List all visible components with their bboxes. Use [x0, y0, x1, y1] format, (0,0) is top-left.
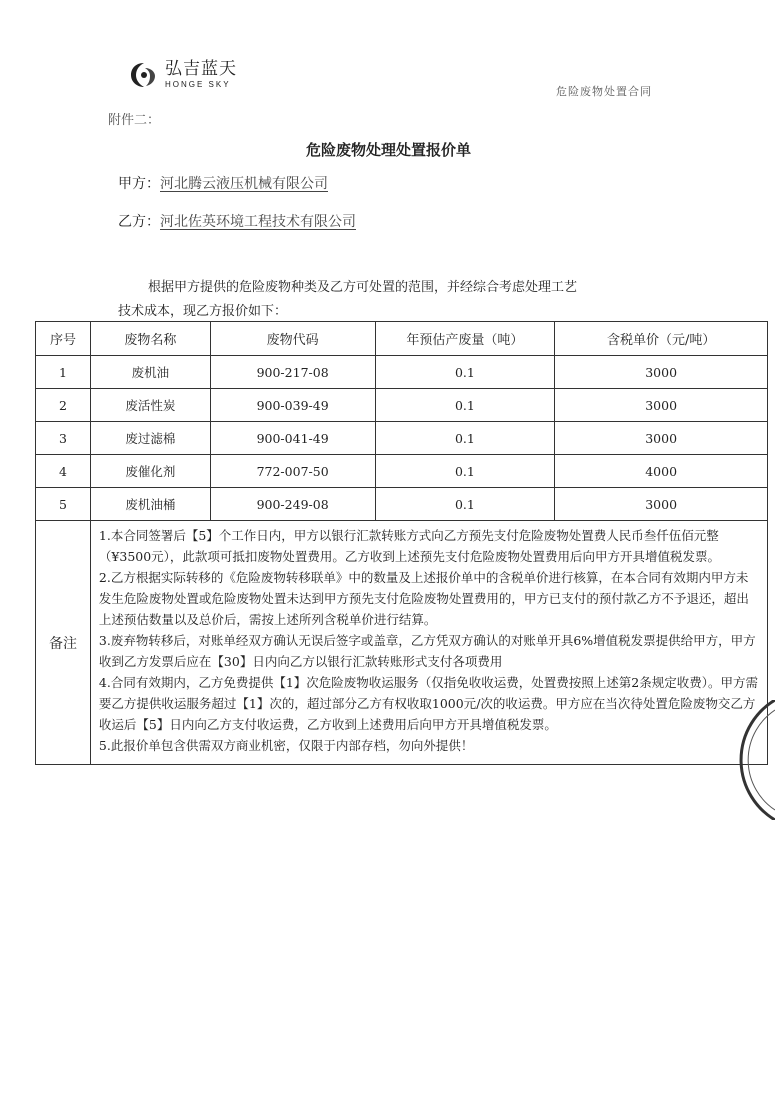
- header-index: 序号: [36, 322, 91, 356]
- cell-waste-code: 900-041-49: [210, 422, 375, 455]
- header-waste-name: 废物名称: [90, 322, 210, 356]
- remark-item-5: 5.此报价单包含供需双方商业机密，仅限于内部存档，勿向外提供！: [98, 738, 474, 753]
- cell-waste-code: 900-039-49: [210, 389, 375, 422]
- table-row: [36, 356, 768, 389]
- logo-chinese-name: 弘吉蓝天: [165, 59, 237, 79]
- cell-index: 4: [36, 455, 91, 488]
- cell-unit-price: 3000: [555, 488, 768, 521]
- cell-waste-name: 废活性炭: [90, 389, 210, 422]
- remark-item-3: 3.废弃物转移后，对账单经双方确认无误后签字或盖章，乙方凭双方确认的对账单开具6%增值税发票提供给甲方，甲方收到乙方发票后应在【30】日内向乙方以银行汇款转账形式支付各项费用: [98, 633, 756, 669]
- header-unit-price: 含税单价（元/吨）: [555, 322, 768, 356]
- attachment-label: 附件二：: [108, 113, 161, 128]
- partial-seal-stamp: [735, 700, 775, 820]
- cell-index: 2: [36, 389, 91, 422]
- cell-annual-amount: 0.1: [375, 356, 555, 389]
- party-a-label: 甲方：: [118, 176, 160, 192]
- table-header-row: [36, 322, 768, 356]
- company-logo: [128, 60, 237, 90]
- remark-item-2: 2.乙方根据实际转移的《危险废物转移联单》中的数量及上述报价单中的含税单价进行核算，在本合同有效期内甲方未发生危险废物处置或危险废物处置未达到甲方预先支付危险废物处置费用的，甲方已支付的预付款乙方不予退还，超出上述预估数量以及总价后，需按上述所列含税单价进行结算。: [98, 570, 749, 627]
- cell-annual-amount: 0.1: [375, 422, 555, 455]
- remarks-content: [90, 521, 767, 765]
- cell-waste-code: 900-249-08: [210, 488, 375, 521]
- document-type-header: 危险废物处置合同: [556, 85, 652, 98]
- cell-index: 5: [36, 488, 91, 521]
- remarks-label: 备注: [36, 521, 91, 765]
- intro-line-2: 技术成本，现乙方报价如下：: [118, 304, 288, 319]
- remark-item-1: 1.本合同签署后【5】个工作日内，甲方以银行汇款转账方式向乙方预先支付危险废物处置费人民币叁仟伍佰元整（¥3500元），此款项可抵扣废物处置费用。乙方收到上述预先支付危险废物处置费用后向甲方开具增值税发票。: [98, 528, 720, 564]
- cell-index: 3: [36, 422, 91, 455]
- cell-index: 1: [36, 356, 91, 389]
- logo-english-name: HONGE SKY: [165, 80, 231, 89]
- cell-waste-name: 废催化剂: [90, 455, 210, 488]
- cell-waste-name: 废机油: [90, 356, 210, 389]
- remark-item-4: 4.合同有效期内，乙方免费提供【1】次危险废物收运服务（仅指免收收运费，处置费按照上述第2条规定收费）。甲方需要乙方提供收运服务超过【1】次的，超过部分乙方有权收取1000元/次的收运费。甲方应在当次待处置危险废物交乙方收运后【5】日内向乙方支付收运费，乙方收到上述费用后向甲方开具增值税发票。: [98, 675, 759, 732]
- table-row: [36, 455, 768, 488]
- header-waste-code: 废物代码: [210, 322, 375, 356]
- party-a: [118, 173, 328, 193]
- cell-annual-amount: 0.1: [375, 389, 555, 422]
- cell-waste-code: 900-217-08: [210, 356, 375, 389]
- cell-annual-amount: 0.1: [375, 488, 555, 521]
- party-b-label: 乙方：: [118, 214, 160, 230]
- party-b-name: 河北佐英环境工程技术有限公司: [160, 214, 356, 230]
- document-title: 危险废物处理处置报价单: [305, 141, 471, 159]
- remarks-row: [36, 521, 768, 765]
- party-a-name: 河北腾云液压机械有限公司: [160, 176, 328, 192]
- quote-table: [35, 321, 768, 765]
- cell-annual-amount: 0.1: [375, 455, 555, 488]
- cell-waste-code: 772-007-50: [210, 455, 375, 488]
- header-annual-amount: 年预估产废量（吨）: [375, 322, 555, 356]
- cell-unit-price: 3000: [555, 389, 768, 422]
- cell-waste-name: 废过滤棉: [90, 422, 210, 455]
- party-b: [118, 211, 356, 231]
- cell-unit-price: 4000: [555, 455, 768, 488]
- table-row: [36, 389, 768, 422]
- table-row: [36, 488, 768, 521]
- cell-unit-price: 3000: [555, 422, 768, 455]
- intro-line-1: 根据甲方提供的危险废物种类及乙方可处置的范围，并经综合考虑处理工艺: [148, 280, 578, 295]
- cell-unit-price: 3000: [555, 356, 768, 389]
- cell-waste-name: 废机油桶: [90, 488, 210, 521]
- logo-icon: [128, 60, 160, 90]
- table-row: [36, 422, 768, 455]
